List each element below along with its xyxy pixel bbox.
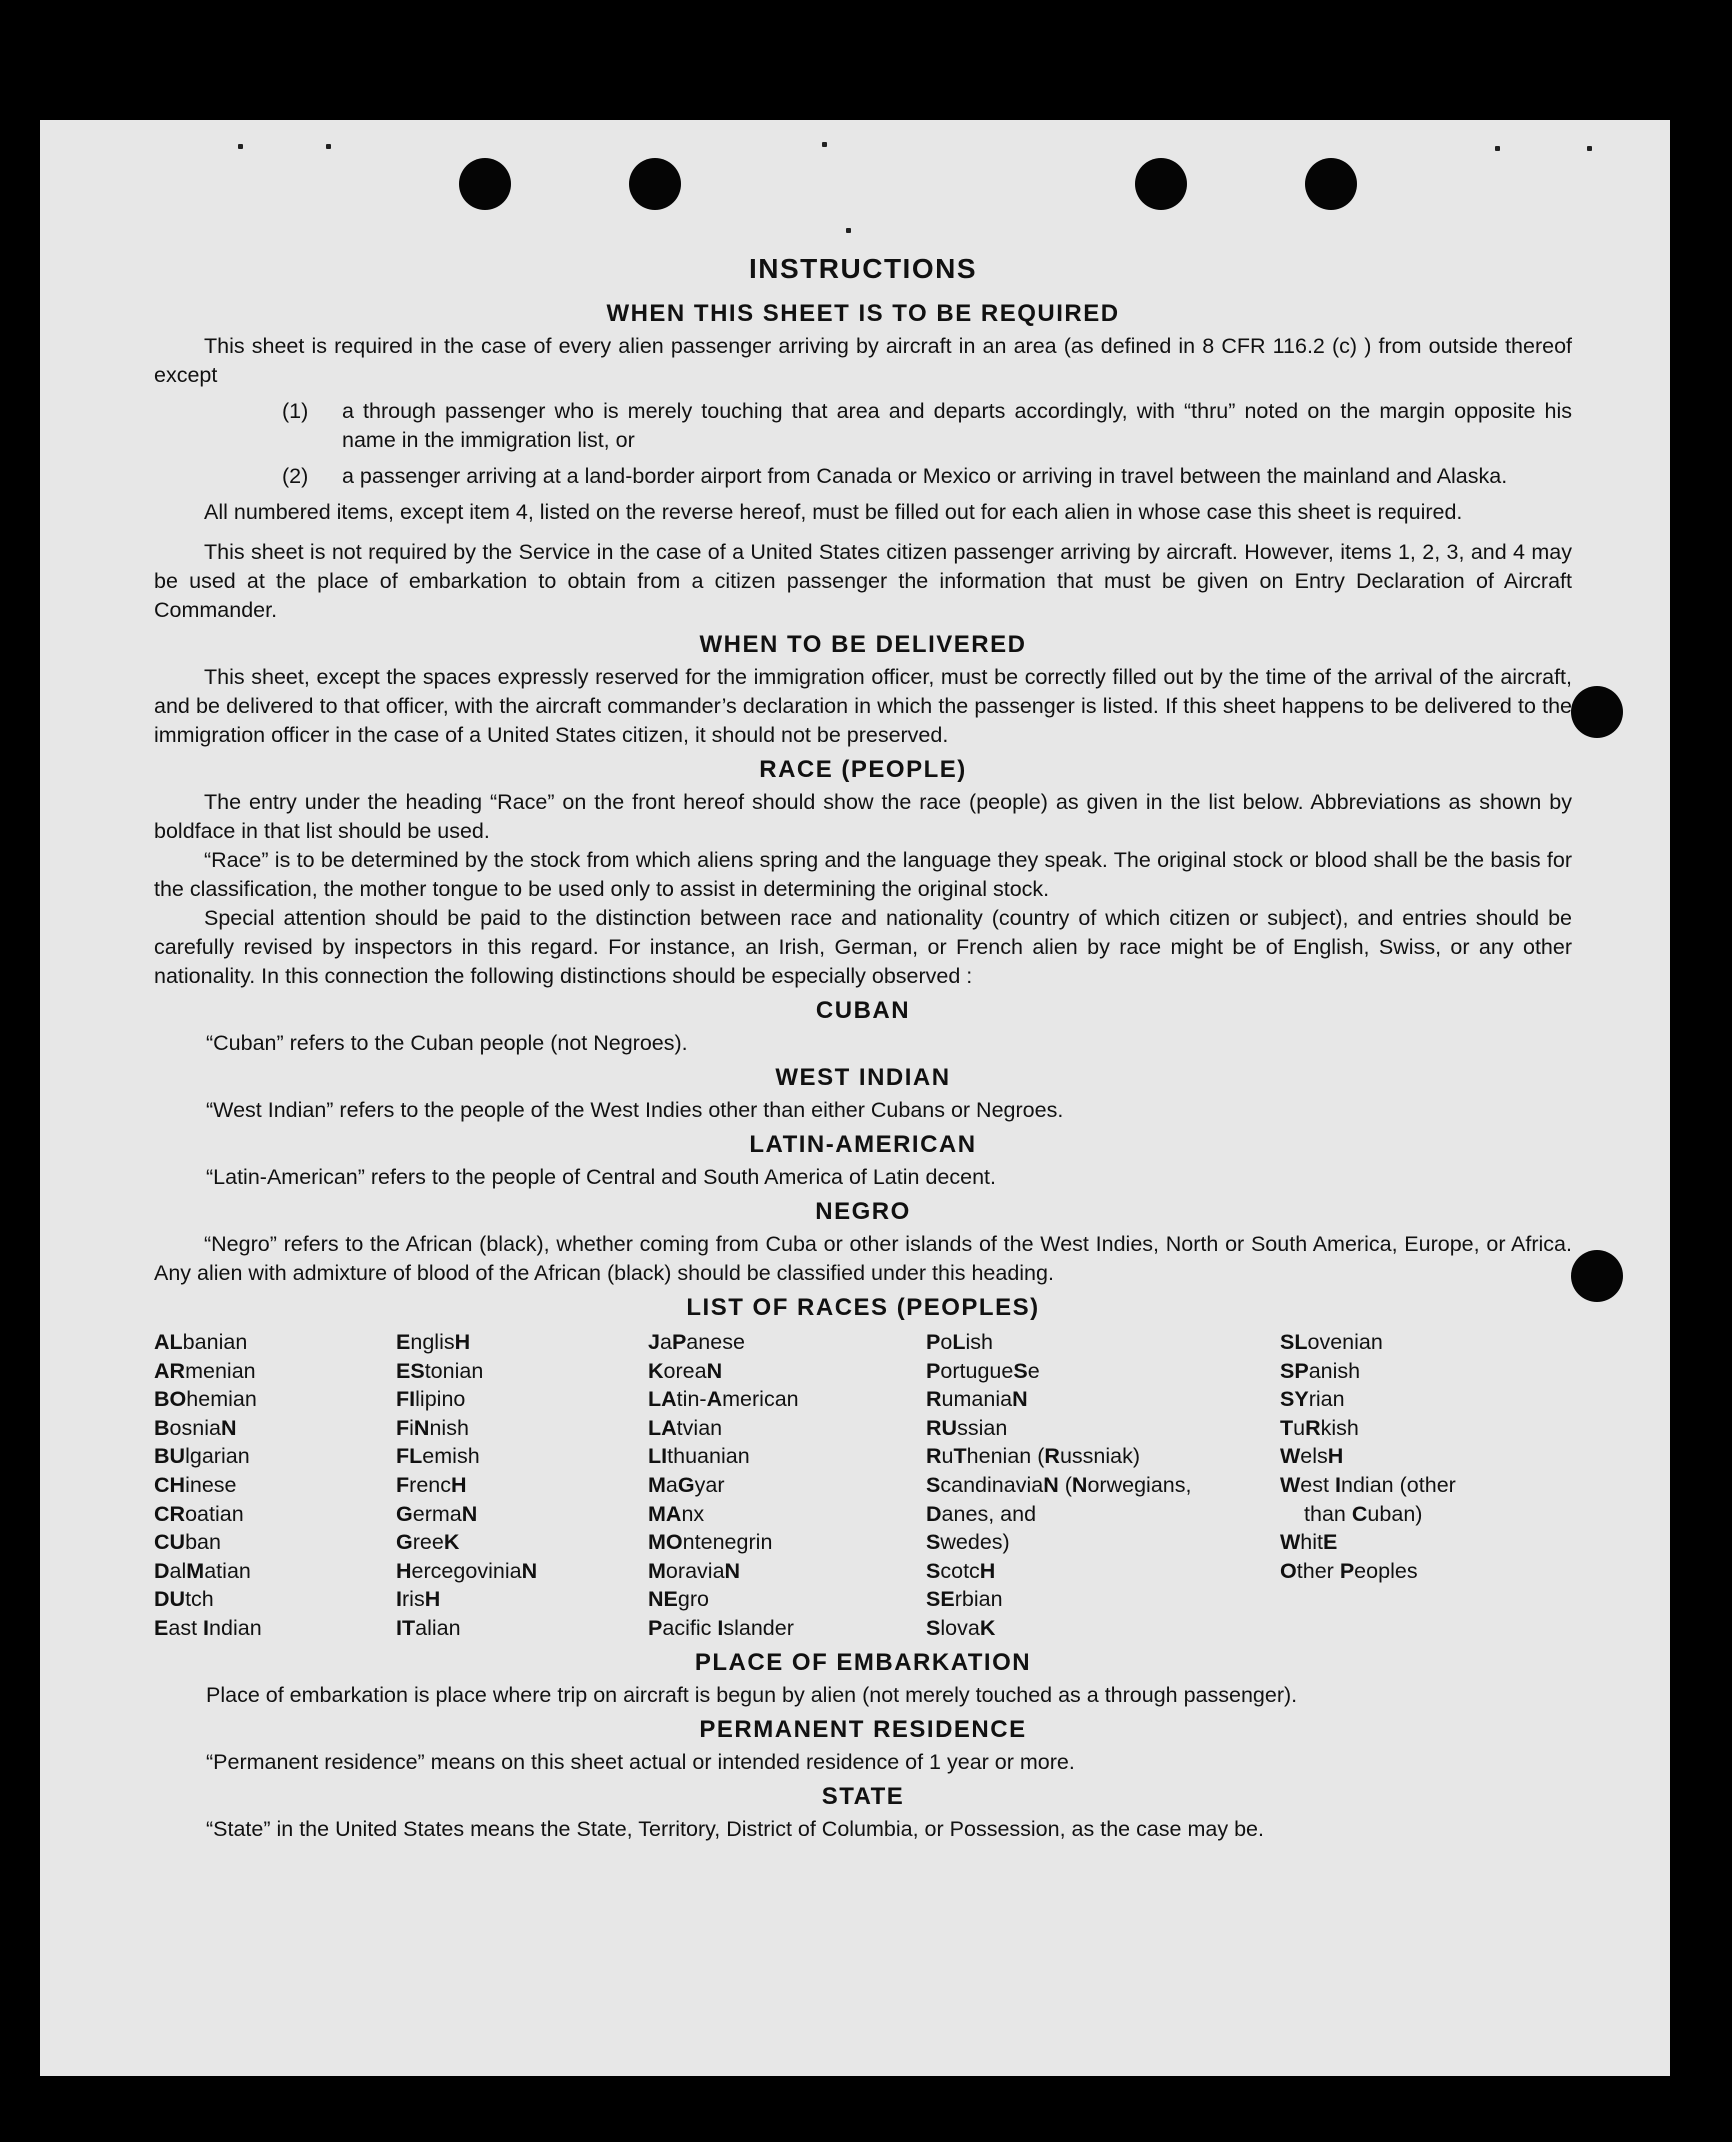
item-text: a through passenger who is merely touching that area and departs accordingly, with “thru” noted on the margin opposite his name in the immigration list, or <box>342 399 1572 452</box>
race-definition-paragraph: “Race” is to be determined by the stock from which aliens spring and the language they speak. The original stock or blood shall be the basis for the classification, the mother tongue to be used only to assist in determining the original stock. <box>154 848 1572 901</box>
page-title: INSTRUCTIONS <box>749 253 977 284</box>
punch-hole <box>1135 158 1187 210</box>
item-text: a passenger arriving at a land-border airport from Canada or Mexico or arriving in travel between the mainland and Alaska. <box>342 464 1508 488</box>
race-entry: Danes, and <box>926 1501 1037 1526</box>
race-entry: ScotcH <box>926 1558 996 1583</box>
section-heading-state: STATE <box>821 1782 905 1810</box>
race-entry: GermaN <box>396 1501 478 1526</box>
race-entry: LAtvian <box>648 1415 723 1440</box>
race-entry: West Indian (other <box>1280 1472 1456 1497</box>
exception-item <box>154 462 1572 491</box>
punch-hole <box>629 158 681 210</box>
race-entry: East Indian <box>154 1615 262 1640</box>
race-entry: RumaniaN <box>926 1387 1028 1412</box>
race-entry: WhitE <box>1280 1530 1338 1555</box>
race-entry: BOhemian <box>154 1387 257 1412</box>
race-entry: Swedes) <box>926 1530 1010 1555</box>
race-entry: ALbanian <box>154 1330 248 1354</box>
speck <box>1495 146 1500 151</box>
delivery-paragraph: This sheet, except the spaces expressly reserved for the immigration officer, must be correctly filled out by the time of the arrival of the aircraft, and be delivered to that officer, with the aircraft commander’s declaration in which the passenger is listed. If this sheet happens to be delivered to the immigration officer in the case of a United States citizen, it should not be preserved. <box>154 665 1572 747</box>
section-heading-cuban: CUBAN <box>815 997 911 1024</box>
speck <box>1587 146 1592 151</box>
race-entry: ARmenian <box>154 1358 256 1383</box>
race-entry: MoraviaN <box>648 1558 741 1583</box>
race-entry: FLemish <box>396 1444 480 1469</box>
races-column <box>1280 1328 1550 1643</box>
race-entry: RuThenian (Russniak) <box>926 1444 1141 1469</box>
race-entry: ScandinaviaN (Norwegians, <box>926 1472 1192 1497</box>
section-heading-residence: PERMANENT RESIDENCE <box>699 1715 1027 1743</box>
race-entry: CRoatian <box>154 1501 244 1526</box>
race-entry: MOntenegrin <box>648 1530 773 1555</box>
race-entry: GreeK <box>396 1530 460 1555</box>
race-entry: than Cuban) <box>1304 1501 1423 1526</box>
speck <box>238 144 243 149</box>
section-heading-embarkation: PLACE OF EMBARKATION <box>694 1648 1032 1676</box>
race-entry: ITalian <box>396 1615 461 1640</box>
race-entry: TuRkish <box>1280 1415 1359 1440</box>
race-entry: Pacific Islander <box>648 1615 794 1640</box>
race-entry: CUban <box>154 1530 221 1555</box>
race-entry: PortugueSe <box>926 1358 1040 1383</box>
latin-american-definition: “Latin-American” refers to the people of Central and South America of Latin decent. <box>206 1165 996 1189</box>
punch-hole <box>459 158 511 210</box>
race-entry: SlovaK <box>926 1615 996 1640</box>
races-column <box>648 1328 926 1643</box>
section-heading-delivered: WHEN TO BE DELIVERED <box>699 631 1027 658</box>
race-entry: RUssian <box>926 1415 1008 1440</box>
races-column <box>154 1328 396 1643</box>
race-entry: DUtch <box>154 1587 214 1612</box>
race-entry: PoLish <box>926 1330 993 1354</box>
instructions-content <box>154 250 1572 1844</box>
race-entry: Other Peoples <box>1280 1558 1418 1583</box>
race-entry: DalMatian <box>154 1558 251 1583</box>
negro-definition: “Negro” refers to the African (black), whether coming from Cuba or other islands of the West Indies, North or South America, Europe, or Africa. Any alien with admixture of blood of the African (black) should be classified under this heading. <box>154 1232 1572 1285</box>
races-column <box>396 1328 648 1643</box>
punch-hole <box>1571 1250 1623 1302</box>
residence-definition: “Permanent residence” means on this sheet actual or intended residence of 1 year or more. <box>206 1749 1075 1774</box>
race-entry: CHinese <box>154 1472 237 1497</box>
item-number: (1) <box>282 399 309 423</box>
race-nationality-paragraph: Special attention should be paid to the distinction between race and nationality (country of which citizen or subject), and entries should be carefully revised by inspectors in this regard. For instance, an Irish, German, or French alien by race might be of English, Swiss, or any other nationality. In this connection the following distinctions should be especially observed : <box>154 906 1572 988</box>
punch-hole <box>1305 158 1357 210</box>
exception-item <box>154 397 1572 455</box>
section-heading-negro: NEGRO <box>815 1198 911 1225</box>
section-heading-required: WHEN THIS SHEET IS TO BE REQUIRED <box>606 300 1120 327</box>
race-entry: MaGyar <box>648 1472 725 1497</box>
race-entry: HercegoviniaN <box>396 1558 538 1583</box>
speck <box>846 228 851 233</box>
section-heading-latin-american: LATIN-AMERICAN <box>749 1131 977 1158</box>
race-entry: KoreaN <box>648 1358 723 1383</box>
state-definition: “State” in the United States means the State, Territory, District of Columbia, or Possession, as the case may be. <box>206 1816 1264 1841</box>
numbered-items-paragraph: All numbered items, except item 4, listed on the reverse hereof, must be filled out for each alien in whose case this sheet is required. <box>204 500 1463 524</box>
race-entry-paragraph: The entry under the heading “Race” on the front hereof should show the race (people) as given in the list below. Abbreviations as shown by boldface in that list should be used. <box>154 790 1572 843</box>
race-entry: MAnx <box>648 1501 705 1526</box>
citizen-paragraph: This sheet is not required by the Service in the case of a United States citizen passenger arriving by aircraft. However, items 1, 2, 3, and 4 may be used at the place of embarkation to obtain from a citizen passenger the information that must be given on Entry Declaration of Aircraft Commander. <box>154 540 1572 622</box>
west-indian-definition: “West Indian” refers to the people of the West Indies other than either Cubans or Negroes. <box>206 1098 1064 1122</box>
speck <box>326 144 331 149</box>
races-column <box>926 1328 1280 1643</box>
section-heading-list-of-races: LIST OF RACES (PEOPLES) <box>686 1294 1040 1321</box>
race-entry: SLovenian <box>1280 1330 1383 1354</box>
section-heading-race: RACE (PEOPLE) <box>759 756 967 783</box>
race-entry: FIlipino <box>396 1387 466 1412</box>
race-entry: JaPanese <box>648 1330 745 1354</box>
race-entry: LAtin-American <box>648 1387 799 1412</box>
race-entry: NEgro <box>648 1587 709 1612</box>
race-entry: EStonian <box>396 1358 484 1383</box>
section-heading-west-indian: WEST INDIAN <box>775 1064 951 1091</box>
race-entry: FrencH <box>396 1472 467 1497</box>
race-entry: WelsH <box>1280 1444 1344 1469</box>
document-sheet <box>40 120 1670 2076</box>
speck <box>822 142 827 147</box>
race-entry: EnglisH <box>396 1330 471 1354</box>
punch-hole <box>1571 686 1623 738</box>
embarkation-definition: Place of embarkation is place where trip on aircraft is begun by alien (not merely touched as a through passenger). <box>206 1682 1298 1707</box>
race-entry: FiNnish <box>396 1415 469 1440</box>
races-table <box>154 1328 1572 1643</box>
race-entry: LIthuanian <box>648 1444 750 1469</box>
race-entry: BUlgarian <box>154 1444 250 1469</box>
cuban-definition: “Cuban” refers to the Cuban people (not Negroes). <box>206 1031 688 1055</box>
race-entry: SErbian <box>926 1587 1003 1612</box>
race-entry: SYrian <box>1280 1387 1345 1412</box>
race-entry: SPanish <box>1280 1358 1361 1383</box>
item-number: (2) <box>282 464 309 488</box>
race-entry: IrisH <box>396 1587 441 1612</box>
intro-paragraph: This sheet is required in the case of every alien passenger arriving by aircraft in an area (as defined in 8 CFR 116.2 (c) ) from outside thereof except <box>154 334 1572 387</box>
race-entry: BosniaN <box>154 1415 237 1440</box>
